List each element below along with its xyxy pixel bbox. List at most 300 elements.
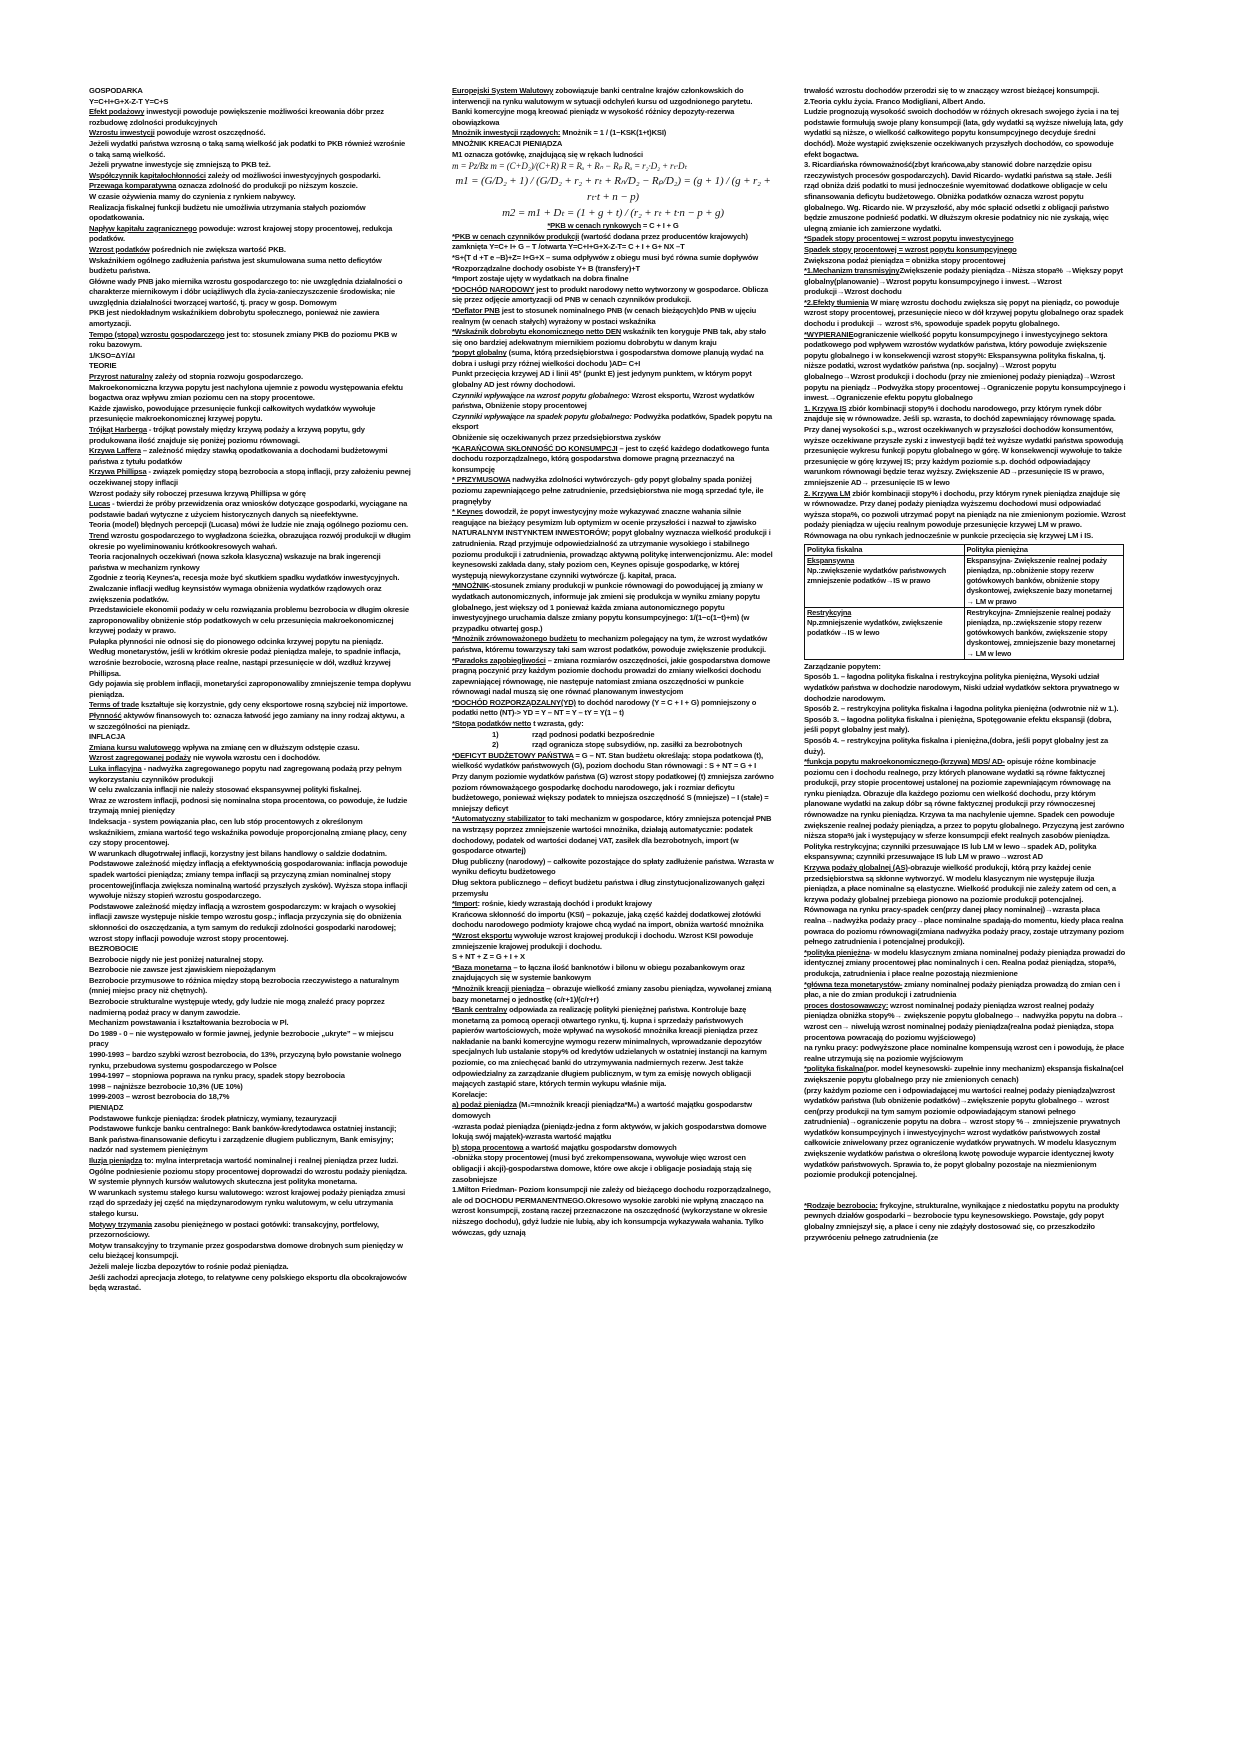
- paragraph: [89, 192, 411, 203]
- paragraph: [89, 817, 411, 849]
- paragraph-text: Podstawowe zależność między inflacją a efektywnością gospodarowania: inflacja powoduje spadek wartości pieniądza; zmiany tempa inflacji są przyczyną zmian nominalnej stopy procentowej(inflacja zwiększa nominalną wartość przyszłych zysków). Wyższa stopa inflacji wywołuje niższy stopień wzrostu gospodarczego.: [89, 859, 408, 901]
- paragraph: [89, 1220, 411, 1241]
- paragraph: [804, 757, 1126, 863]
- paragraph-text: Teoria racjonalnych oczekiwań (nowa szkoła klasyczna) wskazuje na brak ingerencji państwa w mechanizm rynkowy: [89, 552, 381, 572]
- paragraph-text: Do 1989 - 0 – nie występowało w formie jawnej, jedynie bezrobocie „ukryte” – w miejscu pracy: [89, 1028, 394, 1049]
- table-cell: [964, 555, 1124, 607]
- paragraph: [452, 751, 774, 772]
- paragraph: [452, 128, 774, 139]
- paragraph-text: powoduje: wzrost krajowej stopy procentowej, redukcja podatków.: [89, 223, 393, 244]
- paragraph-text: Sposób 1. – łagodna polityka fiskalna i restrykcyjna polityka pieniężna, Wysoki udział wydatków państwa w dochodzie narodowym, Niski udział wydatków sektora prywatnego w dochodzie narodowym.: [804, 672, 1120, 703]
- paragraph: [804, 1086, 1126, 1181]
- paragraph: [89, 1273, 411, 1294]
- term: b) stopa procentowa: [452, 1142, 524, 1152]
- term: Czynniki wpływające na spadek popytu globalnego:: [452, 411, 632, 421]
- cell-title: Restrykcyjna: [807, 607, 852, 617]
- paragraph: [804, 863, 1126, 905]
- paragraph: [89, 383, 411, 404]
- paragraph-text: Motyw transakcyjny to trzymanie przez gospodarstwa domowe drobnych sum pieniędzy w celu bieżącej konsumpcji.: [89, 1240, 403, 1261]
- paragraph: [89, 955, 411, 966]
- paragraph-text: *S+(T d +T e –B)+Z= I+G+X – suma odpływów z obiegu musi być równa sumie dopływów: [452, 252, 759, 262]
- paragraph: [89, 605, 411, 637]
- table-header-cell: Polityka pieniężna: [964, 544, 1124, 555]
- paragraph: [452, 1185, 774, 1238]
- paragraph-text: aktywów finansowych to: oznacza łatwość jego zamiany na inny rodzaj aktywu, a w szczególności na pieniądz.: [89, 711, 405, 731]
- paragraph: [89, 1167, 411, 1178]
- paragraph: [89, 584, 411, 605]
- paragraph: [452, 264, 774, 275]
- paragraph-text: Jeżeli prywatne inwestycje się zmniejszą to PKB też.: [89, 160, 271, 170]
- policy-table: [804, 544, 1124, 660]
- paragraph: [89, 1177, 411, 1188]
- paragraph-text: - w modelu klasycznym zmiana nominalnej podaży pieniądza prowadzi do identycznej zmiany procentowej płac nominalnych i cen. Realna podaż pieniądza, stopa%, produkcja, zatrudnienia i płace realne pozostają niezmienione: [804, 947, 1126, 978]
- paragraph: [452, 984, 774, 1005]
- paragraph-text: (wartość dodana przez producentów krajowych) zamknięta Y=C+ I+ G – T /otwarta Y=C+I+G+X-Z-T= C + I + G+ NX –T: [452, 231, 748, 252]
- paragraph: [804, 1043, 1126, 1064]
- term: *DEFICYT BUDŻETOWY PAŃSTWA: [452, 750, 574, 760]
- paragraph-text: M1 oznacza gotówkę, znajdującą się w rękach ludności: [452, 149, 643, 159]
- list-number: 2): [492, 740, 499, 750]
- paragraph-text: t wzrasta, gdy:: [531, 719, 584, 729]
- paragraph: [452, 1153, 774, 1185]
- formula: m = Pz/Bz m = (C+D₂)/(C+R) R = Rₒ + Rₙ − Rₚ Rₒ = r₂·D₂ + rₜ·Dₜ: [452, 161, 687, 172]
- paragraph: [89, 171, 411, 182]
- paragraph: [452, 444, 774, 476]
- paragraph: [89, 351, 411, 362]
- paragraph: [89, 1018, 411, 1029]
- paragraph-text: to dochód narodowy (Y = C + I + G) pomniejszony o podatki netto (NT)-> YD = Y – NT = Y – tY = Y(1 – t): [452, 697, 757, 718]
- text-column-1: [89, 86, 411, 1294]
- cell-text: Np.:zwiększenie wydatków państwowych zmniejszenie podatków→IS w prawo: [807, 565, 947, 586]
- paragraph-text: Według monetarystów, jeśli w krótkim okresie podaż pieniądza maleje, to spadnie inflacja, wzrośnie bezrobocie, wzrosną płace realne, nastąpi przesunięcie w dół, wzdłuż krzywej Phillipsa.: [89, 647, 401, 678]
- term: *MNOŻNIK: [452, 581, 490, 591]
- table-cell: [964, 607, 1124, 659]
- paragraph-text: zbiór kombinacji stopy% i dochodu narodowego, przy którym rynek dóbr znajduje się w równowadze. Jeśli sp. wzrasta, to dochód zapewniający równowagę spada. Przy danej wysokości s.p., wzrost oczekiwanych w przyszłości dochodów konsumentów, wyższe oczekiwane przyszłe zyski z inwestycji bądź też wyższe wydatki państwa spowodują przesunięcie wykresu funkcji popytu globalnego w górę. W konsekwencji wywołuje to także przesunięcie w górę krzywej IS; przy każdym poziomie s.p. dochód odpowiadający warunkom równowagi będzie teraz wyższy. Zwiększenie AD→przesunięcie IS w prawo, zmniejszenie AD→ przesunięcie IS w lewo: [804, 403, 1124, 487]
- paragraph-text: 1.Milton Friedman- Poziom konsumpcji nie zależy od bieżącego dochodu rozporządzalnego, ale od DOCHODU PERMANENTNEGO.Okresowo wysokie zarobki nie wpłyną znacząco na wzrost konsumpcji, zostaną raczej przeznaczone na oszczędność (wykorzystane w okresie niższego dochodu), gdyż ludzie nie lubią, aby ich konsumpcja wykazywała wahania. Tylko wówczas, gdy uznają: [452, 1185, 771, 1237]
- paragraph-text: Krańcowa skłonność do importu (KSI) – pokazuje, jaką część każdej dodatkowej złotówki dochodu narodowego podmioty krajowe chcą wydać na import, obniża wartość mnożnika: [452, 909, 764, 930]
- paragraph: [89, 245, 411, 256]
- paragraph: [89, 160, 411, 171]
- paragraph: [89, 277, 411, 309]
- paragraph: [89, 97, 411, 108]
- term: 1. Krzywa IS: [804, 403, 847, 413]
- term: *PKB w cenach rynkowych: [547, 221, 641, 231]
- paragraph-text: Sposób 4. – restrykcyjna polityka fiskalna i pieniężna,(dobra, jeśli popyt globalny jest za duży).: [804, 735, 1109, 756]
- paragraph: [89, 128, 411, 139]
- table-cell: [805, 555, 965, 607]
- paragraph-text: – to łączna ilość banknotów i bilonu w obiegu pozabankowym oraz znajdujących się w systemie bankowym: [452, 962, 745, 983]
- table-row: [805, 607, 1124, 659]
- term: Iluzja pieniądza: [89, 1155, 143, 1165]
- paragraph-text: to: mylna interpretacja wartość nominalnej i realnej pieniądza przez ludzi.: [142, 1155, 399, 1165]
- paragraph: [89, 1241, 411, 1262]
- term: *Mnożnik zrównoważonego budżetu: [452, 634, 578, 644]
- paragraph: [89, 446, 411, 467]
- section-heading: INFLACJA: [89, 732, 126, 742]
- paragraph: [452, 963, 774, 984]
- paragraph-text: Sposób 3. – łagodna polityka fiskalna i pieniężna, Spotęgowanie efektu ekspansji (dobra, jeśli popyt globalny jest mały).: [804, 714, 1112, 735]
- paragraph: [452, 412, 774, 433]
- paragraph-text: : rośnie, kiedy wzrastają dochód i produkt krajowy: [477, 899, 652, 909]
- term: *DOCHÓD ROZPORZĄDZALNY(YD): [452, 697, 576, 707]
- term: *Import: [452, 899, 478, 909]
- term: *Mnożnik kreacji pieniądza: [452, 983, 545, 993]
- paragraph: [452, 507, 774, 581]
- paragraph: [89, 139, 411, 160]
- paragraph: [452, 634, 774, 655]
- term: Krzywa podaży globalnej (AS): [804, 863, 908, 873]
- paragraph-text: Zwiększenie podaży pieniądza→Niższa stopa% →Większy popyt globalny(planowanie)→Wzrost popytu konsumpcyjnego i inwest.→Wzrost produkcji→Wzrost dochodu: [804, 266, 1123, 297]
- paragraph: [452, 86, 774, 107]
- paragraph-text: – jest to część każdego dodatkowego funta dochodu rozporządzalnego, którą gospodarstwa domowe pragną przeznaczyć na konsumpcję: [452, 443, 770, 474]
- table-row: [805, 555, 1124, 607]
- paragraph: [89, 425, 411, 446]
- paragraph-text: - trójkąt powstały między krzywą podaży a krzywą popytu, gdy produkowana ilość znajduje się poniżej poziomu równowagi.: [89, 425, 365, 445]
- paragraph: [804, 715, 1126, 736]
- paragraph: [452, 150, 774, 161]
- term: *PKB w cenach czynników produkcji: [452, 231, 580, 241]
- paragraph: [89, 743, 411, 754]
- paragraph: [89, 256, 411, 277]
- paragraph-text: Mechanizm powstawania i kształtowania bezrobocia w Pl.: [89, 1018, 289, 1028]
- paragraph: [89, 181, 411, 192]
- paragraph-text: Wraz ze wzrostem inflacji, podnosi się nominalna stopa procentowa, co powoduje, że ludzie trzymają mniej pieniędzy: [89, 795, 408, 816]
- paragraph-text: Ludzie prognozują wysokość swoich dochodów w różnych okresach swojego życia i na tej podstawie formułują swoje plany konsumpcji (lata, gdy wydatki są wyższe niwelują lata, gdy wydatki są niższe, o wielkość całkowitego popytu konsumpcyjnego decyduje średni dochód). Może wystąpić zwiększenie oczekiwanych przyszłych dochodów, co spowoduje efekt bogactwa.: [804, 107, 1124, 159]
- paragraph: [89, 531, 411, 552]
- term: Przyrost naturalny: [89, 372, 153, 382]
- term: *Rodzaje bezrobocia:: [804, 1200, 878, 1210]
- numbered-list: [452, 730, 774, 751]
- paragraph: [804, 736, 1126, 757]
- paragraph: [452, 910, 774, 931]
- term: Lucas: [89, 499, 111, 509]
- paragraph: [804, 234, 1126, 245]
- term: Napływ kapitału zagranicznego: [89, 223, 197, 233]
- paragraph-text: Dług publiczny (narodowy) – całkowite pozostające do spłaty zadłużenie państwa. Wzrasta w wyniku deficytu budżetowego: [452, 856, 774, 877]
- paragraph: [89, 711, 411, 732]
- paragraph: [452, 1122, 774, 1143]
- paragraph-text: Dług sektora publicznego – deficyt budżetu państwa i dług zinstytucjonalizowanych gałęzi przemysłu: [452, 877, 765, 898]
- paragraph-text: Y=C+I+G+X-Z-T Y=C+S: [89, 96, 169, 106]
- spacer: [804, 1181, 1126, 1201]
- formula-display: m1 = (G/D₂ + 1) / (G/D₂ + r₂ + rₜ + Rₙ/D₂ − Rₚ/D₂) = (g + 1) / (g + r₂ + rₜ·t + n − p): [455, 175, 771, 204]
- paragraph-text: W celu zwalczania inflacji nie należy stosować ekspansywnej polityki fiskalnej.: [89, 785, 362, 795]
- paragraph-text: - nadwyżka zagregowanego popytu nad zagregowaną podażą przy pełnym wykorzystaniu czynników produkcji: [89, 764, 402, 784]
- paragraph: [89, 679, 411, 700]
- paragraph: [804, 86, 1126, 97]
- paragraph-text: Korelacje:: [452, 1089, 488, 1099]
- paragraph-text: odpowiada za realizację polityki pieniężnej państwa. Kontroluje bazę monetarną za pomocą operacji otwartego rynku, tj. kupna i sprzedaży państwowych papierów wartościowych, może wpływać na wysokość mnożnika kreacji pieniądza przez nakładanie na banki komercyjne wymogu rezerw minimalnych, wprowadzanie depozytów specjalnych lub ustalanie stopy% od kredytów udzielanych w ostatniej instancji na karnym poziomie, co ma zniechęcać banki do utrzymywania nadmiernych rezerw. Jest także odpowiedzialny za zarządzanie długiem publicznym, w tym za emisję nowych obligacji mających zastąpić stare, których termin wykupu właśnie mija.: [452, 1005, 767, 1089]
- term: Efekt podażowy: [89, 107, 145, 117]
- paragraph-text: Pułapka płynności nie odnosi się do pionowego odcinka krzywej popytu na pieniądz.: [89, 636, 384, 646]
- paragraph-text: zmiany nominalnej podaży pieniądza prowadzą do zmian cen i płac, a nie do zmian produkcji i zatrudnienia: [804, 979, 1120, 1000]
- paragraph: [89, 573, 411, 584]
- paragraph: [804, 245, 1126, 256]
- paragraph: [452, 581, 774, 634]
- paragraph-text: -obrazuje wielkość produkcji, którą przy każdej cenie przedsiębiorstwa są skłonne wytworzyć. W modelu klasycznym nie występuje iluzja pieniądza, a płace nominalne są elastyczne. Wielkość produkcji nie zależy zatem od cen, a krzywa podaży globalnej przebiega pionowo na poziomie produkcji potencjalnej.: [804, 863, 1116, 904]
- paragraph-text: opisuje różne kombinacje poziomu cen i dochodu realnego, przy których planowane wydatki są równe faktycznej produkcji, przy stopie procentowej ustalonej na poziomie zapewniającym równowagę na rynku pieniądza. Obrazuje dla każdego poziomu cen wielkość dochodu, przy którym planowane wydatki na zakup dóbr są równe faktycznej produkcji przy równoczesnej równowadze na rynku pieniądza. Krzywa ta ma nachylenie ujemne. Spadek cen powoduje zwiększenie realnej podaży pieniądza, a przez to popytu globalnego. Przyczyną jest zarówno niższa stopa% jak i występujący w sferze konsumpcji efekt realnych zasobów pieniądza. Polityka restrykcyjna; czynniki przesuwające IS lub LM w lewo→spadek AD, polityka ekspansywna; czynniki przesuwające IS lub LM w prawo→wzrost AD: [804, 757, 1125, 862]
- term: Luka inflacyjna: [89, 764, 142, 773]
- formula-display: m2 = m1 + Dₜ = (1 + g + t) / (r₂ + rₜ + t·n − p + g): [502, 207, 724, 220]
- paragraph-text: zobowiązuje banki centralne krajów członkowskich do interwencji na rynku walutowym w sytuacji odchyleń kursu od uzgodnionego parytetu.: [452, 86, 753, 106]
- paragraph: [452, 719, 774, 730]
- paragraph: [89, 404, 411, 425]
- section-heading: PIENIĄDZ: [89, 1103, 124, 1112]
- paragraph-text: Jeżeli wydatki państwa wzrosną o taką samą wielkość jak podatki to PKB również wzrośnie o taką samą wielkość.: [89, 138, 406, 159]
- paragraph-text: a wartość majątku gospodarstw domowych: [523, 1142, 677, 1152]
- paragraph-text: zbiór kombinacji stopy% i dochodu, przy którym rynek pieniądza znajduje się w równowadze. Przy danej podaży pieniądza wyższemu dochodowi musi odpowiadać wyższa stopa%, co pozwoli utrzymać popyt na pieniądz na nie zmienionym poziomie. Wzrost podaży pieniądza w ujęciu realnym powoduje przesunięcie krzywej LM w prawo. Równowaga na obu rynkach jednocześnie w punkcie przecięcia się krzywej LM i IS.: [804, 488, 1126, 540]
- paragraph-text: jest to: stosunek zmiany PKB do poziomu PKB w roku bazowym.: [89, 329, 397, 350]
- paragraph-text: Podstawowe funkcje pieniądza: środek płatniczy, wymiany, tezauryzacji: [89, 1113, 337, 1123]
- paragraph: [89, 552, 411, 573]
- term: Przewaga komparatywna: [89, 181, 177, 191]
- paragraph: [452, 221, 774, 232]
- paragraph-text: Podstawowe funkcje banku centralnego: Bank banków-kredytodawca ostatniej instancji; Bank państwa-finansowanie deficytu i zarządzenie długiem publicznym, Bank emisyjny; nadzór nad systemem pieniężnym: [89, 1124, 397, 1155]
- paragraph-text: trwałość wzrostu dochodów przerodzi się to w znaczący wzrost bieżącej konsumpcji.: [804, 86, 1100, 95]
- term: *funkcja popytu makroekonomicznego-(krzywa) MDS/ AD-: [804, 757, 1005, 767]
- list-item: [452, 740, 774, 751]
- paragraph-text: nie wywoła wzrostu cen i dochodów.: [191, 753, 321, 763]
- term: *popyt globalny: [452, 348, 507, 358]
- term: *Baza monetarna: [452, 962, 512, 972]
- section-heading: GOSPODARKA: [89, 86, 143, 95]
- paragraph-text: Obniżenie się oczekiwanych przez przedsiębiorstwa zysków: [452, 433, 661, 443]
- paragraph: [452, 306, 774, 327]
- paragraph-text: = G – NT. Stan budżetu określają: stopa podatkowa (t), wielkość wydatków państwowych (G), poziom dochodu Stan równowagi : S + NT = G + I: [452, 750, 763, 771]
- text-column-3: [804, 86, 1126, 1243]
- paragraph: [89, 785, 411, 796]
- paragraph-text: Makroekonomiczna krzywa popytu jest nachylona ujemnie z powodu występowania efektu bogactwa oraz wpływu zmian poziomu cen na stopy procentowe.: [89, 382, 403, 403]
- paragraph: [452, 475, 774, 507]
- paragraph-text: -wzrasta podaż pieniądza (pieniądz-jedna z form aktywów, w jakich gospodarstwa domowe lokują swój majątek)-wzrasta wartość majątku: [452, 1121, 767, 1142]
- paragraph-text: W miarę wzrostu dochodu zwiększa się popyt na pieniądz, co powoduje wzrost stopy procentowej, przesunięcie nieco w dół krzywej popytu globalnego oraz spadek dochodu i produkcji → wzrost s%, spowoduje spadek popytu globalnego.: [804, 297, 1124, 329]
- paragraph-text: Podstawowe zależność między inflacją a wzrostem gospodarczym: w krajach o wysokiej inflacji zawsze występuje niskie tempo wzrostu gosp.; inflacja przyczynia się do obniżenia skłonności do oszczędzania, a tym samym do redukcji zdolności gospodarki narodowej; wzrost stopy inflacji powoduje wzrost stopy procentowej.: [89, 901, 402, 943]
- paragraph: [804, 489, 1126, 542]
- paragraph: [89, 965, 411, 976]
- paragraph-text: to taki mechanizm w gospodarce, który zmniejsza potencjał PNB na wstrząsy poprzez zmniejszenie wartości mnożnika, działają automatycznie: podatek dochodowy, podatek od wartości dodanej VAT, zasiłek dla bezrobotnych, import (w gospodarce otwartej): [452, 814, 772, 856]
- term: Terms of trade: [89, 700, 140, 710]
- paragraph-text: Mnożnik = 1 / (1−KSK(1+t)KSI): [560, 128, 667, 138]
- term: Płynność: [89, 711, 122, 721]
- paragraph-text: dowodził, że popyt inwestycyjny może wykazywać znaczne wahania silnie reagujące na bieżący pesymizm lub optymizm w ocenie przyszłości i nazwał to zjawisko NATURALNYM INSTYNKTEM INWESTORÓW; popyt globalny wyznacza wielkość produkcji i zatrudnienia. Rząd przyjmuje odpowiedzialność za utrzymanie wysokiego i stabilnego poziomu produkcji i zatrudnienia, prowadząc aktywną politykę interwencjonizmu. Ale: model keynesowski zakłada dany, stały poziom cen, Keynes opisuje gospodarkę, w której występują niewykorzystane czynniki wytwórcze (j. kapitał, praca.: [452, 507, 773, 580]
- paragraph: [89, 859, 411, 901]
- paragraph-text: 1998 – najniższe bezrobocie 10,3% (UE 10%): [89, 1081, 243, 1091]
- term: *Stopa podatków netto: [452, 719, 532, 729]
- term: * Keynes: [452, 507, 483, 517]
- paragraph-text: powoduje wzrost oszczędność.: [154, 128, 266, 138]
- term: *1.Mechanizm transmisyjny: [804, 266, 900, 276]
- paragraph: [804, 256, 1126, 267]
- paragraph: [89, 330, 411, 351]
- paragraph-text: (przy każdym poziome cen i odpowiadającej mu wartości realnej podaży pieniądza)wzrost wydatków państwa (lub obniżenie podatków)→zwiększenie popytu globalnego→ wzrost cen(przy produkcji na tym samym poziomie odpowiadającym stanowi pełnego zatrudnienia)→ograniczenie popytu na dobra→ wzrost stopy %→ zmniejszenie prywatnych wydatków konsumpcyjnych i inwestycyjnych= wzrost wydatków państwowych został całkowicie zniwelowany przez ograniczenie wydatków prywatnych. W modelu klasycznym zwiększenie wydatków państwa o określoną kwotę powoduje wyparcie identycznej kwoty wydatków państwowych. Sprawia to, że popyt globalny pozostaje na niezmienionym poziomie produkcji potencjalnej.: [804, 1085, 1121, 1180]
- paragraph-text: Zwalczanie inflacji według keynsistów wymaga obniżenia wydatków rządowych oraz zwiększenia podatków.: [89, 583, 382, 604]
- term: Trójkąt Harberga: [89, 425, 147, 434]
- term: Czynniki wpływające na wzrost popytu globalnego:: [452, 390, 630, 400]
- term: Europejski System Walutowy: [452, 86, 554, 95]
- paragraph-text: na rynku pracy: podwyższone płace nominalne kompensują wzrost cen i powodują, że płace realne utrzymują się na poziomie wyjściowym: [804, 1043, 1125, 1063]
- paragraph-text: *Import zostaje ujęty w wydatkach na dobra finalne: [452, 274, 629, 284]
- paragraph: [452, 285, 774, 306]
- paragraph: [804, 672, 1126, 704]
- cell-text: Ekspansyjna- Zwiększenie realnej podaży pieniądza, np.:obniżenie stopy rezerw gotówkowych banków, obniżenie stopy dyskontowej, zwiększenie bazy monetarnej → LM w prawo: [966, 555, 1113, 606]
- paragraph-text: inwestycji powoduje powiększenie możliwości kreowania dóbr przez rozbudowę zdolności produkcyjnych: [89, 107, 384, 127]
- term: *2.Efekty tłumienia: [804, 297, 869, 307]
- paragraph: [452, 253, 774, 264]
- paragraph: [452, 1100, 774, 1121]
- paragraph-text: Przy danym poziomie wydatków państwa (G) wzrost stopy podatkowej (t) zmniejsza zarówno poziom równoważącego gospodarkę dochodu narodowego, jak i rozmiar deficytu budżetowego, ponieważ większy podatek to mniejsza oszczędność S (mniejsze) – I (stałe) = mniejszy deficyt: [452, 772, 774, 813]
- paragraph: [89, 520, 411, 531]
- term: proces dostosowawczy:: [804, 1000, 889, 1010]
- paragraph: [804, 330, 1126, 404]
- paragraph: [804, 905, 1126, 947]
- paragraph: [89, 107, 411, 128]
- list-number: 1): [492, 729, 499, 739]
- paragraph-text: -stosunek zmiany produkcji w punkcie równowagi do powodującej ją zmiany w wydatkach autonomicznych, informuje jak zmieni się produkcja w wyniku zmiany popytu globalnego, jest większy od 1 ponieważ każda zmiana autonomicznego popytu inwestycyjnego uruchamia dalsze zmiany popytu konsumpcyjnego: 1/(1−c(1−t)+m) (w przypadku otwartej gosp.): [452, 581, 763, 633]
- paragraph-text: wywołuje wzrost krajowej produkcji i dochodu. Wzrost KSI powoduje zmniejszenie krajowej produkcji i dochodu.: [452, 930, 754, 951]
- paragraph-text: -obniżka stopy procentowej (musi być zrekompensowana, wywołuje więc wzrost cen obligacji i akcji)-gospodarstwa domowe, które owe akcje i obligacje posiadają stają się zasobniejsze: [452, 1153, 752, 1184]
- term: Krzywa Laffera: [89, 446, 141, 456]
- paragraph: [452, 274, 774, 285]
- paragraph: [452, 878, 774, 899]
- term: *WYPIERANIE: [804, 329, 854, 339]
- paragraph-text: Punkt przecięcia krzywej AD i linii 45° (punkt E) jest jedynym punktem, w którym popyt globalny AD jest równy dochodowi.: [452, 369, 752, 390]
- paragraph: [804, 1001, 1126, 1043]
- paragraph: [89, 849, 411, 860]
- paragraph: [89, 764, 411, 785]
- paragraph-text: 1990-1993 – bardzo szybki wzrost bezrobocia, do 13%, przyczyną było powstanie wolnego rynku, przebudowa systemu gospodarczego w Polsce: [89, 1050, 402, 1070]
- paragraph-text: frykcyjne, strukturalne, wynikające z niedostatku popytu na produkty pewnych działów gospodarki – bezrobocie typu keynesowskiego. Powstaje, gdy popyt globalny zmniejszył się, a płace i ceny nie zdążyły dostosować się, co przeszkodziło przywróceniu pełnego zatrudnienia (ze: [804, 1200, 1119, 1242]
- text-column-2: [452, 86, 774, 1238]
- paragraph-text: 1/KSO=ΔY/ΔI: [89, 350, 135, 360]
- paragraph-text: Indeksacja - system powiązania płac, cen lub stóp procentowych z określonym wskaźnikiem, zmiana wartość tego wskaźnika powoduje proporcjonalną zmianę płacy, ceny czy stopy procentowej.: [89, 816, 407, 848]
- term: Wzrost podatków: [89, 244, 150, 254]
- paragraph-text: Przedstawiciele ekonomii podaży w celu rozwiązania problemu bezrobocia w długim okresie zaproponowaliby obniżenie stóp podatkowych w celu przesunięcia makroekonomicznej krzywej podaży w prawo.: [89, 605, 409, 636]
- term: *polityka fiskalna: [804, 1064, 864, 1074]
- paragraph-text: Ogólne podniesienie poziomu stopy procentowej doprowadzi do wzrostu podaży pieniądza.: [89, 1166, 408, 1176]
- paragraph: [452, 348, 774, 369]
- paragraph-text: 3. Ricardiańska równoważność(zbyt krańcowa,aby stanowić dobre narzędzie opisu rzeczywistych procesów gospodarczych). David Ricardo- wydatki państwa są stałe. Jeśli rząd obniża dziś podatki to musi jednocześnie wyemitować dodatkowe obligacje w celu sfinansowania deficytu budżetowego. Obniżka podatków oznacza wzrost popytu globalnego. Wg. Ricardo nie. W przyszłość, aby móc spłacić odsetki z obligacji państwo będzie zmuszone podnieść podatki. W dłuższym okresie podatnicy nic nie zyskają, więc ulegną zmianie ich zamierzone wydatki.: [804, 160, 1112, 233]
- paragraph: [89, 1071, 411, 1082]
- paragraph: [804, 97, 1126, 108]
- paragraph-text: 1994-1997 – stopniowa poprawa na rynku pracy, spadek stopy bezrobocia: [89, 1071, 345, 1081]
- paragraph: [804, 160, 1126, 234]
- paragraph-text: Jeśli zachodzi aprecjacja złotego, to relatywne ceny polskiego eksportu dla obcokrajowców będą wzrastać.: [89, 1272, 407, 1293]
- paragraph-text: wzrostu gospodarczego to wygładzona ścieżka, obrazująca rozwój produkcji w długim okresie po wyeliminowaniu krótkookresowych wahań.: [89, 530, 411, 551]
- paragraph: [452, 232, 774, 253]
- term: Wzrost zagregowanej podaży: [89, 753, 192, 763]
- term: Mnożnik inwestycji rządowych:: [452, 128, 561, 138]
- paragraph-text: Równowaga na rynku pracy-spadek cen(przy danej płacy nominalnej)→wzrasta płaca realna→nadwyżka podaży pracy→płace nominalne spadają-do momentu, kiedy płaca realna powraca do poziomu równowagi(zmiana nadwyżka podaży pracy, zostaje utrzymany poziom pełnego zatrudnienia i potencjalnej produkcji).: [804, 905, 1124, 947]
- term: *Wzrost eksportu: [452, 930, 513, 940]
- term: Zmiana kursu walutowego: [89, 742, 181, 752]
- cell-title: Ekspansywna: [807, 555, 855, 565]
- paragraph: [804, 266, 1126, 298]
- term: Współczynnik kapitałochłonności: [89, 170, 206, 180]
- paragraph: [452, 899, 774, 910]
- paragraph: [452, 327, 774, 348]
- paragraph-text: Bezrobocie nie zawsze jest zjawiskiem niepożądanym: [89, 965, 276, 975]
- paragraph-text: Zgodnie z teorią Keynes'a, recesja może być skutkiem spadku wydatków inwestycyjnych.: [89, 573, 400, 583]
- cell-text: Np.zmniejszenie wydatków, zwiększenie podatków→IS w lewo: [807, 617, 943, 638]
- paragraph-text: W systemie płynnych kursów walutowych skuteczna jest polityka monetarna.: [89, 1177, 358, 1187]
- paragraph-text: oznacza zdolność do produkcji po niższym koszcie.: [176, 181, 358, 191]
- term: *Automatyczny stabilizator: [452, 814, 546, 824]
- list-text: rząd podnosi podatki bezpośrednie: [532, 729, 655, 739]
- paragraph-text: (por. model keynesowski- zupełnie inny mechanizm) ekspansja fiskalna(cel zwiększenie popytu globalnego przy nie zmienionych cenach): [804, 1064, 1124, 1084]
- paragraph-text: - twierdzi że próby przewidzenia oraz wniosków dotyczące gospodarki, wyciągane na podstawie badań wytyczne z użyciem historycznych danych są nieefektywne.: [89, 499, 408, 519]
- paragraph: [452, 1143, 774, 1154]
- term: *DOCHÓD NARODOWY: [452, 284, 535, 294]
- paragraph: [89, 1188, 411, 1220]
- paragraph-text: (M₁=mnożnik kreacji pieniądza*M₀) a wartość majątku gospodarstw domowych: [452, 1100, 752, 1121]
- term: Trend: [89, 530, 109, 540]
- paragraph: [452, 857, 774, 878]
- paragraph: [804, 298, 1126, 330]
- paragraph-text: Banki komercyjne mogą kreować pieniądz w wysokość różnicy depozyty-rezerwa obowiązkowa: [452, 107, 735, 127]
- table-cell: [805, 607, 965, 659]
- table-header-cell: Polityka fiskalna: [805, 544, 965, 555]
- paragraph: [804, 980, 1126, 1001]
- paragraph: [452, 1090, 774, 1101]
- paragraph-text: 1999-2003 – wzrost bezrobocia do 18,7%: [89, 1092, 230, 1102]
- paragraph: [89, 1029, 411, 1050]
- paragraph: [452, 369, 774, 390]
- term: *KARAŃCOWA SKŁONNOŚĆ DO KONSUMPCJI: [452, 443, 618, 453]
- paragraph-text: W warunkach długotrwałej inflacji, korzystny jest bilans handlowy o saldzie dodatnim.: [89, 848, 387, 858]
- paragraph-text: jest to produkt narodowy netto wytworzony w gospodarce. Oblicza się przez odjęcie amortyzacji od PNB w cenach czynników produkcji.: [452, 284, 769, 305]
- paragraph-text: Główne wady PNB jako miernika wzrostu gospodarczego to: nie uwzględnia działalności o charakterze miernikowym i dóbr uciążliwych dla życia-zanieczyszczenie środowiska; nie uwzględnia działalności tworzącej wartość, tj. pracy w gosp. Domowym: [89, 276, 403, 307]
- paragraph: [89, 700, 411, 711]
- paragraph: [89, 647, 411, 679]
- paragraph-text: = C + I + G: [640, 221, 679, 231]
- list-text: rząd ogranicza stopę subsydiów, np. zasiłki za bezrobotnych: [532, 740, 743, 750]
- paragraph: [452, 814, 774, 856]
- term: a) podaż pieniądza: [452, 1100, 517, 1110]
- term: *Spadek stopy procentowej = wzrost popytu inwestycyjnego: [804, 234, 1014, 244]
- paragraph: [89, 308, 411, 329]
- paragraph: [452, 1005, 774, 1090]
- paragraph: [89, 1092, 411, 1103]
- paragraph-text: PKB jest niedokładnym wskaźnikiem dobrobytu społecznego, ponieważ nie zawiera amortyzacji.: [89, 308, 380, 329]
- paragraph-text: nadwyżka zdolności wytwórczych- gdy popyt globalny spada poniżej poziomu zapewniającego pełne zatrudnienie, przedsiębiorstwa nie mogą sprzedać tyle, ile pragnęłyby: [452, 475, 764, 506]
- section-heading: TEORIE: [89, 361, 117, 371]
- paragraph-text: 2.Teoria cyklu życia. Franco Modigliani, Albert Ando.: [804, 96, 986, 106]
- paragraph: [89, 997, 411, 1018]
- paragraph: [452, 433, 774, 444]
- paragraph: [89, 1114, 411, 1125]
- paragraph-text: W czasie ożywienia mamy do czynienia z rynkiem nabywcy.: [89, 191, 296, 201]
- paragraph: [452, 656, 774, 698]
- paragraph-text: Bezrobocie strukturalne występuje wtedy, gdy ludzie nie mogą znaleźć pracy poprzez nadmierną podaż pracy w danym zawodzie.: [89, 997, 385, 1017]
- paragraph: [89, 753, 411, 764]
- paragraph-text: W warunkach systemu stałego kursu walutowego: wzrost krajowej podaży pieniądza zmusi rząd do sprzedaży jej część na międzynarodowym rynku walutowym, w celu utrzymania stałego kursu.: [89, 1187, 406, 1218]
- paragraph: [89, 203, 411, 224]
- paragraph-text: Sposób 2. – restrykcyjna polityka fiskalna i łagodna polityka pieniężna (odwrotnie niż w 1.).: [804, 704, 1119, 714]
- paragraph: [89, 976, 411, 997]
- paragraph-text: Każde zjawisko, powodujące przesunięcie funkcji całkowitych wydatków wywołuje przesunięcie makroekonomicznej krzywej popytu.: [89, 403, 376, 424]
- paragraph: [89, 1082, 411, 1093]
- term: *polityka pieniężna: [804, 947, 870, 957]
- section-heading: MNOŻNIK KREACJI PIENIĄDZA: [452, 138, 563, 148]
- paragraph: [804, 948, 1126, 980]
- paragraph-text: Wzrost podaży siły roboczej przesuwa krzywą Phillipsa w górę: [89, 488, 306, 498]
- paragraph-text: – obrazuje wielkość zmiany zasobu pieniądza, wywołanej zmianą bazy monetarnej o jednostkę (c/r+1)/(c/r+r): [452, 983, 772, 1004]
- paragraph: [804, 662, 1126, 673]
- paragraph-text: Wzrost eksportu, Wzrost wydatków państwa, Obniżenie stopy procentowej: [452, 390, 755, 411]
- term: *główna teza monetarystów-: [804, 979, 903, 989]
- paragraph-text: kształtuje się korzystnie, gdy ceny eksportowe rosną szybciej niż importowe.: [139, 700, 408, 710]
- cell-text: Restrykcyjna- Zmniejszenie realnej podaży pieniądza, np.:zwiększenie stopy rezerw gotówkowych banków, zwiększenie stopy dyskontowej, zmniejszenie bazy monetarnej → LM w lewo: [966, 607, 1116, 658]
